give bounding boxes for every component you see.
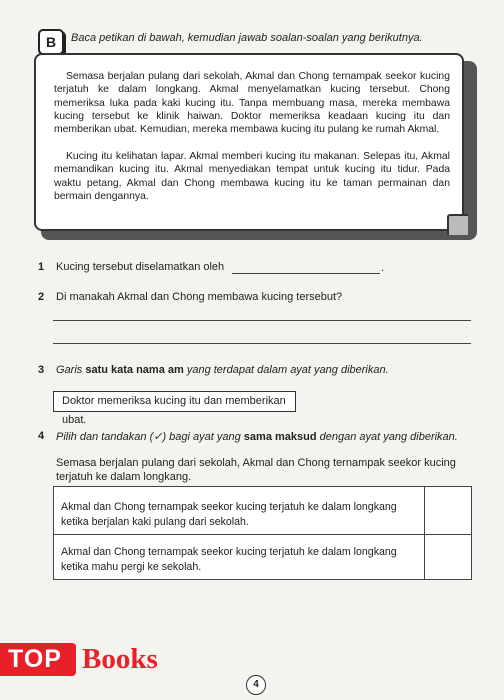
page-number: 4 — [246, 675, 266, 695]
option-row-2 — [54, 534, 471, 579]
question-3-post: yang terdapat dalam ayat yang diberikan. — [186, 364, 389, 376]
logo-top: TOP — [0, 643, 76, 676]
question-4-post: dengan ayat yang diberikan. — [319, 431, 458, 443]
question-2-number: 2 — [38, 291, 45, 303]
question-2-answer-line-2[interactable] — [53, 343, 471, 344]
question-3-pre: Garis — [56, 364, 83, 376]
question-4-text — [56, 430, 458, 443]
question-2-text: Di manakah Akmal dan Chong membawa kucing tersebut? — [56, 291, 343, 303]
passage-paragraph-2: Kucing itu kelihatan lapar. Akmal memberi kucing itu makanan. Selepas itu, Akmal memandikan kucing itu. Akmal menyediakan tempat untuk kucing itu tidur. Pada waktu petang, Akmal dan Chong membawa kucing itu ke taman permainan dan bermain dengannya. — [54, 151, 450, 202]
section-badge: B — [38, 29, 64, 55]
options-table — [53, 486, 472, 580]
question-1-answer-line[interactable] — [232, 273, 380, 274]
question-1-number: 1 — [38, 261, 45, 273]
section-instruction: Baca petikan di bawah, kemudian jawab soalan-soalan yang berikutnya. — [71, 32, 423, 44]
option-1-text: Akmal dan Chong ternampak seekor kucing terjatuh ke dalam longkang ketika berjalan kaki pulang dari sekolah. — [61, 501, 397, 528]
question-3-sentence-box[interactable]: Doktor memeriksa kucing itu dan memberikan ubat. — [53, 391, 296, 412]
question-3-bold: satu kata nama am — [85, 364, 184, 376]
passage-paragraph-1: Semasa berjalan pulang dari sekolah, Akmal dan Chong ternampak seekor kucing terjatuh ke dalam longkang. Akmal menyelamatkan kucing tersebut. Chong memeriksa luka pada kaki kucing itu. Tanpa membuang masa, mereka membawa kucing tersebut ke klinik haiwan. Doktor memeriksa keadaan kucing itu dan memberikan ubat. Kemudian, mereka membawa kucing itu pulang ke rumah Akmal. — [54, 71, 450, 136]
option-2-tick-box[interactable] — [424, 534, 472, 579]
logo-books: Books — [82, 643, 158, 675]
question-4-number: 4 — [38, 430, 45, 442]
question-4-given-sentence: Semasa berjalan pulang dari sekolah, Akmal dan Chong ternampak seekor kucing terjatuh ke dalam longkang. — [56, 457, 456, 483]
question-3-text — [56, 364, 389, 376]
question-3-number: 3 — [38, 364, 45, 376]
passage-corner-fold — [447, 214, 468, 235]
option-2-text: Akmal dan Chong ternampak seekor kucing terjatuh ke dalam longkang ketika mahu pergi ke sekolah. — [61, 546, 397, 573]
question-2-answer-line-1[interactable] — [53, 320, 471, 321]
option-1-tick-box[interactable] — [424, 487, 472, 534]
question-4-pre: Pilih dan tandakan (✓) bagi ayat yang — [56, 431, 241, 443]
option-row-1 — [54, 487, 471, 535]
question-1-end: . — [381, 262, 385, 274]
question-4-bold: sama maksud — [243, 431, 317, 443]
question-1-text: Kucing tersebut diselamatkan oleh — [56, 261, 225, 273]
